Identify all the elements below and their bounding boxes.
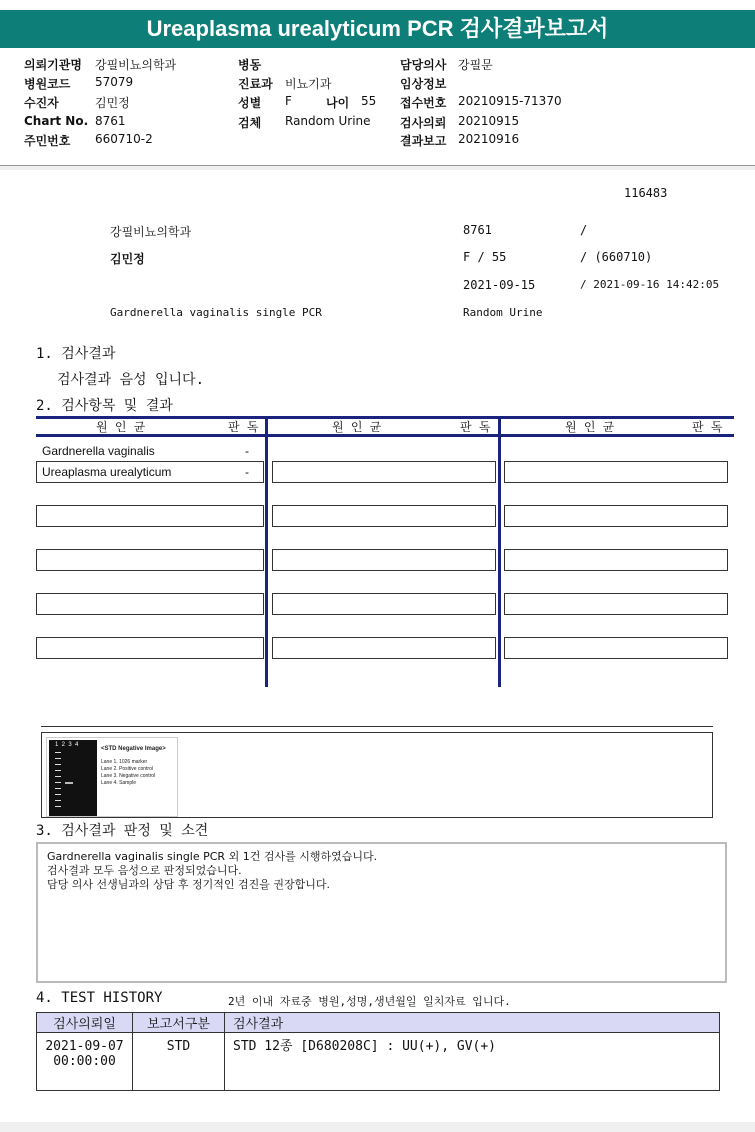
age-value: 55	[361, 94, 377, 108]
ssn-value: 660710-2	[95, 132, 153, 146]
organism-result: -	[245, 444, 249, 458]
col3-judgement-header: 판 독	[692, 420, 723, 434]
specimen-value: Random Urine	[285, 114, 371, 128]
empty-cell	[504, 593, 728, 615]
opinion-line: Gardnerella vaginalis single PCR 외 1건 검사를 시행하였습니다.	[47, 850, 378, 863]
dept-label: 진료과	[238, 77, 273, 91]
history-col-result: 검사결과	[225, 1013, 720, 1033]
section2-title: 2. 검사항목 및 결과	[36, 398, 173, 414]
sheet-request-date: 2021-09-15	[463, 278, 536, 292]
sheet-chart-no: 8761	[463, 223, 492, 237]
hospital-code-label: 병원코드	[24, 77, 71, 91]
empty-cell	[504, 637, 728, 659]
patient-value: 김민정	[95, 96, 130, 110]
col1-organism-header: 원 인 균	[96, 420, 146, 434]
table-row	[37, 1033, 720, 1091]
gel-divider	[41, 726, 713, 727]
receipt-label: 접수번호	[400, 96, 447, 110]
history-date-cell	[37, 1033, 133, 1091]
col2-organism-header: 원 인 균	[332, 420, 382, 434]
history-date: 2021-09-07	[45, 1039, 124, 1054]
opinion-line: 검사결과 모두 음성으로 판정되었습니다.	[47, 864, 242, 877]
section3-title: 3. 검사결과 판정 및 소견	[36, 823, 209, 839]
gel-legend	[101, 746, 166, 787]
report-sheet	[0, 170, 755, 1122]
section4-title: 4. TEST HISTORY	[36, 990, 163, 1006]
sheet-birth: / (660710)	[580, 250, 653, 264]
opinion-box	[36, 842, 727, 983]
report-header	[0, 48, 755, 166]
hospital-code-value: 57079	[95, 75, 134, 89]
patient-label: 수진자	[24, 96, 59, 110]
gel-lane3: Lane 3. Negative control	[101, 773, 156, 779]
gel-image-panel	[41, 732, 713, 818]
sheet-report-datetime: / 2021-09-16 14:42:05	[580, 278, 720, 291]
history-type: STD	[133, 1033, 225, 1091]
sex-value: F	[285, 94, 292, 108]
col-divider-1	[265, 419, 268, 687]
empty-cell	[272, 505, 496, 527]
gel-lane1: Lane 1. 1026 marker	[101, 759, 148, 765]
institution-label: 의뢰기관명	[24, 58, 82, 72]
empty-cell	[504, 461, 728, 483]
gel-lane2: Lane 2. Positive control	[101, 766, 153, 772]
history-note: 2년 이내 자료중 병원,성명,생년월일 일치자료 입니다.	[228, 995, 511, 1008]
section1-text: 검사결과 음성 입니다.	[57, 372, 205, 388]
doctor-value: 강필문	[458, 58, 493, 72]
empty-cell	[36, 549, 264, 571]
sheet-specimen: Random Urine	[463, 306, 543, 319]
clinical-label: 임상정보	[400, 77, 447, 91]
institution-value: 강필비뇨의학과	[95, 58, 177, 72]
organism-result: -	[245, 465, 249, 479]
col2-judgement-header: 판 독	[460, 420, 491, 434]
empty-cell	[36, 505, 264, 527]
empty-cell	[36, 637, 264, 659]
sheet-slash: /	[580, 223, 588, 237]
gel-electrophoresis-image	[46, 737, 178, 817]
opinion-line: 담당 의사 선생님과의 상담 후 정기적인 검진을 권장합니다.	[47, 878, 330, 891]
chart-label: Chart No.	[24, 114, 89, 128]
test-history-table	[36, 1012, 720, 1091]
empty-cell	[272, 461, 496, 483]
title-bar	[0, 0, 755, 48]
empty-cell	[504, 505, 728, 527]
sheet-test-name: Gardnerella vaginalis single PCR	[110, 306, 322, 319]
report-id: 116483	[624, 186, 668, 200]
col1-judgement-header: 판 독	[228, 420, 259, 434]
chart-value: 8761	[95, 114, 126, 128]
col3-organism-header: 원 인 균	[565, 420, 615, 434]
history-time: 00:00:00	[53, 1054, 116, 1069]
sex-label: 성별	[238, 96, 262, 110]
gel-lane-numbers: 1 2 3 4	[55, 742, 79, 748]
history-col-type: 보고서구분	[133, 1013, 225, 1033]
gel-lane4: Lane 4. Sample	[101, 780, 137, 786]
sheet-patient: 김민정	[110, 252, 145, 266]
ssn-label: 주민번호	[24, 134, 71, 148]
gel-caption: <STD Negative Image>	[101, 746, 166, 752]
specimen-label: 검체	[238, 116, 262, 130]
history-col-date: 검사의뢰일	[37, 1013, 133, 1033]
request-value: 20210915	[458, 114, 520, 128]
section1-title: 1. 검사결과	[36, 346, 116, 362]
report-label: 결과보고	[400, 134, 447, 148]
age-label: 나이	[326, 96, 350, 110]
result-row	[36, 440, 264, 462]
empty-cell	[272, 593, 496, 615]
request-label: 검사의뢰	[400, 116, 447, 130]
organism-name: Gardnerella vaginalis	[42, 444, 155, 458]
col-divider-2	[498, 419, 501, 687]
report-title: Ureaplasma urealyticum PCR 검사결과보고서	[0, 10, 755, 48]
sheet-sex-age: F / 55	[463, 250, 507, 264]
ward-label: 병동	[238, 58, 262, 72]
gel-marker-ladder	[55, 752, 61, 812]
empty-cell	[272, 637, 496, 659]
sheet-clinic: 강필비뇨의학과	[110, 225, 192, 239]
dept-value: 비뇨기과	[285, 77, 332, 91]
report-value: 20210916	[458, 132, 520, 146]
empty-cell	[36, 593, 264, 615]
empty-cell	[504, 549, 728, 571]
empty-cell	[272, 549, 496, 571]
history-result: STD 12종 [D680208C] : UU(+), GV(+)	[225, 1033, 720, 1091]
doctor-label: 담당의사	[400, 58, 447, 72]
result-row	[36, 461, 264, 483]
gel-lanes-image	[49, 740, 97, 816]
receipt-value: 20210915-71370	[458, 94, 562, 108]
gel-positive-band	[65, 782, 73, 784]
organism-name: Ureaplasma urealyticum	[42, 465, 172, 479]
